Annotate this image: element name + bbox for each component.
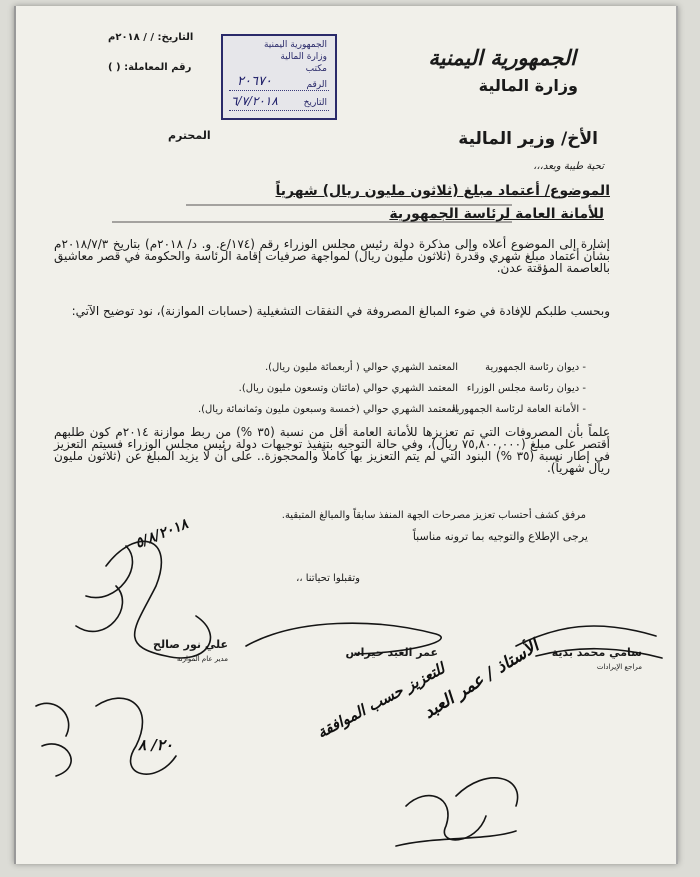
reference-field: رقم المعاملة: ( ) <box>108 62 192 73</box>
office-amount: المعتمد الشهري حوالي (مائتان وتسعون مليون ريال). <box>238 383 458 394</box>
stamp-line-office: مكتب <box>305 64 327 74</box>
stamp-handwritten-date: ٦/٧/٢٠١٨ <box>231 94 278 108</box>
office-name: - ديوان رئاسة الجمهورية <box>485 362 586 373</box>
attachment-note: مرفق كشف أحتساب تعزيز مصرحات الجهة المنفذ سابقاً والمبالغ المتبقية. <box>281 510 586 521</box>
stamp-line-date: التاريخ <box>303 98 327 108</box>
signatory-title: مراجع الإيرادات <box>596 663 642 671</box>
office-name: - ديوان رئاسة مجلس الوزراء <box>466 383 586 394</box>
addressee: الأخ/ وزير المالية <box>458 129 598 149</box>
handwritten-note: ٥/٨/٢٠١٨ <box>133 516 191 552</box>
office-amount: المعتمد الشهري حوالي (خمسة وسبعون مليون وثمانمائة ريال). <box>197 404 458 415</box>
closing-line: وتقبلوا تحياتنا ،، <box>296 573 360 584</box>
signatory-name: سامي محمد بدية <box>551 646 642 659</box>
signature-scribbles <box>16 6 676 864</box>
stamp-handwritten-number: ٢٠٦٧٠ <box>237 74 272 89</box>
greeting: تحية طيبة وبعد،،، <box>533 161 604 172</box>
handwritten-note: للتعزيز حسب الموافقة <box>314 659 448 742</box>
paragraph-1: إشارة إلى الموضوع أعلاه وإلى مذكرة دولة رئيس مجلس الوزراء رقم (١٧٤/ع. و. د/ ٢٠١٨م) بتاريخ ٢٠١٨/٧/٣م بشأن أعتماد مبلغ شهري وقدرة (ثلاثون مليون ريال) لمواجهة صرفيات إقامة الرئاسة والحكومة في قصر معاشيق بالعاصمة المؤقتة عدن. <box>54 237 610 275</box>
signatory-name: عمر العبد حيراس <box>345 646 438 659</box>
office-amount: المعتمد الشهري حوالي ( أربعمائة مليون ريال). <box>264 362 458 373</box>
subject-line-2: للأمانة العامة لرئاسة الجمهورية <box>389 206 604 222</box>
signatory-title: مدير عام الموازنة <box>176 655 228 663</box>
signatory-name: علي نور صالح <box>153 638 228 651</box>
ministry-heading: وزارة المالية <box>478 76 578 95</box>
stamp-line-ministry: وزارة المالية <box>280 52 327 62</box>
handwritten-note: ٢٠/ ٨ <box>138 736 173 754</box>
date-field: التاريخ: / / ٢٠١٨م <box>108 32 194 43</box>
stamp-line-number: الرقم <box>306 80 327 90</box>
stamp-line-republic: الجمهورية اليمنية <box>263 40 327 50</box>
office-name: - الأمانة العامة لرئاسة الجمهورية <box>451 404 586 415</box>
republic-heading: الجمهورية اليمنية <box>428 46 576 70</box>
request-line: يرجى الإطلاع والتوجيه بما ترونه مناسباً <box>412 530 588 543</box>
honorific: المحترم <box>168 129 211 142</box>
handwritten-note: الأستاذ / عمر العبد <box>420 636 543 723</box>
paragraph-2: وبحسب طلبكم للإفادة في ضوء المبالغ المصروفة في النفقات التشغيلية (حسابات الموازنة)، نود توضيح الآتي: <box>71 304 610 318</box>
document-page <box>14 6 678 864</box>
paragraph-3: علماً بأن المصروفات التي تم تعزيزها للأمانة العامة أقل من نسبة (٣٥ %) من ربط موازنة ٢٠١٤م كون طلبهم أقتصر على مبلغ (٧٥,٨٠٠,٠٠٠ ريال)، وفي حالة التوجيه بتنفيذ توجيهات دولة رئيس مجلس الوزراء فسيتم التعزيز في إطار نسبة (٣٥ %) البنود التي لم يتم التعزيز بها كاملاً والمحجوزة.. على أن لا يزيد المبلغ عن (ثلاثون مليون ريال شهرياً). <box>54 425 610 475</box>
subject-line-1: الموضوع/ أعتماد مبلغ (ثلاثون مليون ريال) شهرياً <box>275 183 610 199</box>
